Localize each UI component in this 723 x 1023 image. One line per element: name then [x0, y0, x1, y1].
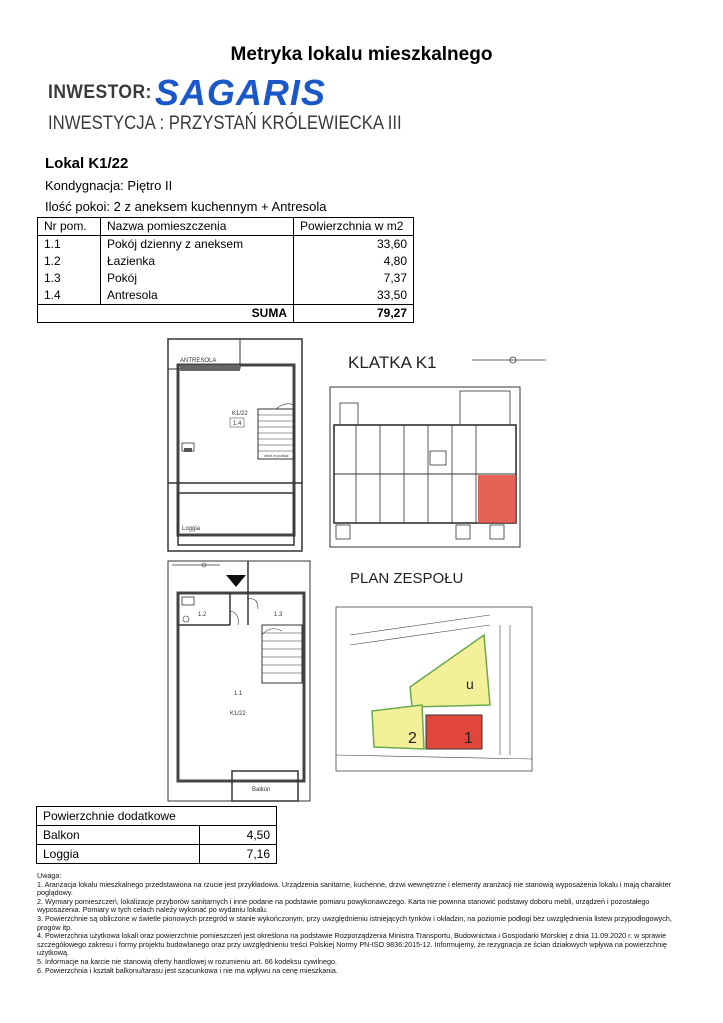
table-row	[38, 287, 414, 305]
sum-label: SUMA	[38, 305, 294, 323]
table-row	[37, 826, 277, 845]
extra-areas-header: Powierzchnie dodatkowe	[37, 807, 277, 826]
note-item: 1. Aranżacja lokalu mieszkalnego przedstawiona na rzucie jest przykładowa. Urządzenia sanitarne, kuchenne, drzwi wewnętrzne i elementy aranżacji nie stanowią wyposażenia lokalu i mają charakter poglądowy.	[37, 879, 672, 898]
note-item: 5. Informacje na karcie nie stanowią oferty handlowej w rozumieniu art. 66 kodeksu cywilnego.	[37, 956, 338, 966]
table-header-row	[37, 807, 277, 826]
table-header-row	[38, 218, 414, 236]
table-row	[38, 253, 414, 270]
table-row	[38, 270, 414, 287]
antresola-label: ANTRESOLA	[180, 358, 217, 364]
plan-zespolu-title: PLAN ZESPOŁU	[350, 570, 464, 587]
extra-areas-table	[36, 806, 277, 864]
room-name: Łazienka	[101, 253, 294, 270]
building-label-1: 1	[464, 730, 473, 747]
notes-heading: Uwaga:	[37, 871, 62, 880]
room-number: 1.4	[38, 287, 101, 305]
header-cell: Nazwa pomieszczenia	[101, 218, 294, 236]
investor-logo: SAGARIS	[154, 72, 326, 113]
note-item: 6. Powierzchnia i kształt balkonu/tarasu jest szacunkowa i nie ma wpływu na cenę mieszkania.	[37, 965, 338, 975]
floor-plans	[160, 335, 700, 805]
unit-plan	[168, 561, 310, 801]
room-area: 7,37	[294, 270, 414, 287]
room-area: 4,80	[294, 253, 414, 270]
room-label-13: 1.3	[274, 612, 283, 618]
sum-value: 79,27	[294, 305, 414, 323]
antresola-plan	[168, 339, 302, 551]
investor-label: INWESTOR:	[48, 82, 152, 103]
unit-rooms-count: Ilość pokoi: 2 z aneksem kuchennym + Antresola	[45, 199, 327, 214]
investment-name: INWESTYCJA : PRZYSTAŃ KRÓLEWIECKA III	[48, 113, 402, 134]
balkon-label-plan: Balkon	[252, 787, 271, 793]
room-label-12: 1.2	[198, 612, 207, 618]
klatka-title: KLATKA K1	[348, 353, 437, 372]
north-arrow-icon	[472, 357, 546, 363]
unit-code-top: K1/22	[232, 411, 248, 417]
table-row	[37, 845, 277, 864]
table-row	[38, 236, 414, 254]
room-name: Antresola	[101, 287, 294, 305]
room-name: Pokój dzienny z aneksem	[101, 236, 294, 254]
unit-name: Lokal K1/22	[45, 155, 129, 172]
rooms-table	[37, 217, 414, 323]
stair-note: obrót w pozdłuż	[264, 454, 289, 458]
note-item: 3. Powierzchnie są obliczone w świetle pionowych przegród w stanie wykończonym, przy uwzględnieniu istniejących tynków i okładzin, na poziomie podłogi bez uwzględnienia listew przypodłogowych, progów itp.	[37, 913, 672, 932]
extra-area-value: 7,16	[200, 845, 277, 864]
header-cell: Powierzchnia w m2	[294, 218, 414, 236]
room-number: 1.3	[38, 270, 101, 287]
loggia-label-top: Loggia	[182, 526, 201, 532]
sum-row	[38, 305, 414, 323]
room-area: 33,60	[294, 236, 414, 254]
note-item: 2. Wymiary pomieszczeń, lokalizacje przyborów sanitarnych i inne podane na podstawie pomiaru powykonawczego. Karta nie powinna stanowić podstawy doboru mebli, urządzeń i pozostałego wyposażenia. Pomiary w tych celach należy wykonać po wydaniu lokalu.	[37, 896, 650, 915]
unit-floor: Kondygnacja: Piętro II	[45, 178, 173, 193]
header-cell: Nr pom.	[38, 218, 101, 236]
building-label-2: 2	[408, 730, 417, 747]
building-label-u: u	[466, 676, 474, 692]
investor-row	[48, 72, 326, 114]
highlighted-unit	[478, 475, 516, 523]
page-title: Metryka lokalu mieszkalnego	[230, 44, 493, 65]
room-number: 1.1	[38, 236, 101, 254]
note-item: 4. Powierzchnia użytkowa lokali oraz powierzchnie pomieszczeń jest określona na podstawie Rozporządzenia Ministra Transportu, Budownictwa i Gospodarki Morskiej z dnia 11.09.2020 r. w sprawie szczegółowego zakresu i formy projektu budowlanego oraz przy uwzględnieniu treści Polskiej Normy PN-ISO 9836:2015-12. Informujemy, że rezygnacja ze ścian działowych wpływa na powierzchnię użytkową.	[37, 931, 667, 958]
room-label-11: 1.1	[234, 691, 243, 697]
room-number: 1.2	[38, 253, 101, 270]
extra-area-name: Balkon	[37, 826, 200, 845]
unit-code-bottom: K1/22	[230, 711, 246, 717]
room-area: 33,50	[294, 287, 414, 305]
extra-area-name: Loggia	[37, 845, 200, 864]
extra-area-value: 4,50	[200, 826, 277, 845]
notes	[37, 872, 677, 975]
room-label-14: 1.4	[233, 421, 242, 427]
room-name: Pokój	[101, 270, 294, 287]
